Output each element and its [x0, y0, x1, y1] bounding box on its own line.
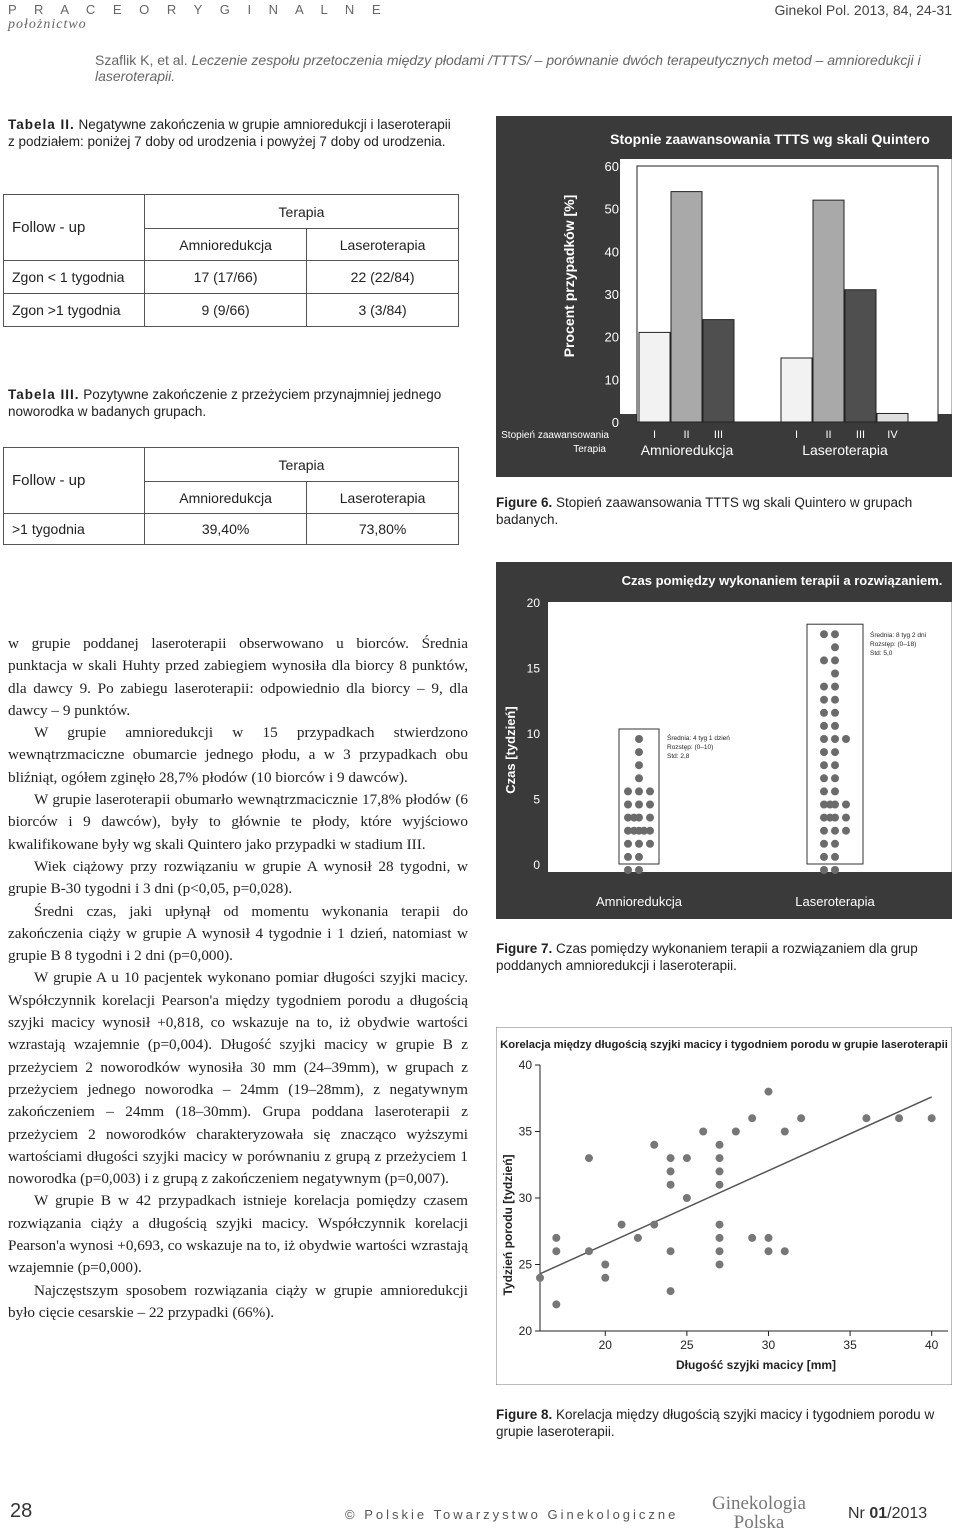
figure6-bar	[845, 290, 876, 422]
logo-line-2: Polska	[733, 1512, 785, 1533]
figure6-group-laseroterapia: Laseroterapia	[802, 442, 888, 458]
figure7-dot	[820, 827, 828, 835]
journal-reference: Ginekol Pol. 2013, 84, 24-31	[774, 2, 952, 18]
figure6-x-tick: III	[855, 429, 866, 441]
table3-col-a: Amnioredukcja	[145, 482, 307, 514]
issue-num: 01	[869, 1505, 888, 1522]
figure8-x-tick: 35	[843, 1338, 857, 1352]
figure6-x-tick: III	[713, 429, 724, 441]
table2-cell: 22 (22/84)	[307, 261, 459, 294]
figure6-bar-chart	[496, 116, 952, 477]
figure8-y-tick: 30	[518, 1191, 532, 1205]
figure7-dot	[842, 827, 850, 835]
figure7-dot	[820, 866, 828, 874]
body-paragraph: W grupie A u 10 pacjentek wykonano pomiar długości szyjki macicy. Współczynnik korelacji Pearson'a między tygodniem porodu a długością szyjki macicy wynosił +0,818, co wskazuje na to, iż obydwie wartości wzrastają wzajemnie (p=0,004). Długość szyjki macicy w grupie B z przeżyciem 2 noworodków wynosiła 30 mm (24–39mm), w grupach z przeżyciem jednego noworodka – 24mm (19–28mm), z negatywnym zakończeniem – 24mm (18–30mm). Grupa poddana laseroterapii z przeżyciem 2 noworodków charakteryzowała się znacząco wyższymi wartościami długości szyjki macicy w porównaniu z grupą z przeżyciem 1 noworodka (p=0,003) i z grupą z zakończeniem negatywnym (p=0,007).	[8, 969, 468, 1188]
figure7-dot	[831, 787, 839, 795]
table3-followup-header: Follow - up	[4, 448, 145, 514]
figure8-point	[667, 1154, 675, 1162]
figure8-point	[667, 1181, 675, 1189]
figure8-point	[748, 1234, 756, 1242]
table2	[3, 194, 459, 327]
figure7-category-laseroterapia: Laseroterapia	[795, 894, 875, 909]
figure6-y-tick: 0	[611, 415, 619, 430]
figure8-y-tick: 35	[518, 1124, 532, 1139]
figure8-x-tick: 30	[761, 1338, 776, 1352]
figure8-point	[732, 1128, 740, 1136]
figure8-point	[650, 1221, 658, 1229]
figure6-x-tick: I	[652, 429, 657, 441]
publisher-copyright: © Polskie Towarzystwo Ginekologiczne	[345, 1507, 679, 1522]
figure7-y-tick: 15	[526, 661, 540, 676]
figure7-dot	[630, 827, 638, 835]
figure7-dot	[831, 853, 839, 861]
figure8-point	[716, 1247, 724, 1255]
figure7-dot-plot	[496, 562, 952, 919]
figure8-point	[716, 1221, 724, 1229]
figure7-bottom-band	[496, 872, 952, 919]
table3-col-b: Laseroterapia	[307, 482, 459, 514]
table3-row-label: >1 tygodnia	[4, 514, 145, 545]
table2-col-b: Laseroterapia	[307, 229, 459, 261]
figure7-stat-range: Rozstęp: (0–18)	[870, 641, 917, 648]
figure7-dot	[624, 801, 632, 809]
figure8-point	[634, 1234, 642, 1242]
figure8-scatter-chart	[496, 1027, 952, 1385]
figure6-caption-text: Stopień zaawansowania TTTS wg skali Quintero w grupach badanych.	[496, 495, 913, 527]
figure7-dot	[624, 840, 632, 848]
citation-authors: Szaflik K, et al.	[95, 52, 188, 68]
figure6-x-tick: IV	[887, 429, 898, 441]
body-paragraph: Najczęstszym sposobem rozwiązania ciąży w grupie amnioredukcji było cięcie cesarskie – 22 przypadki (66%).	[8, 1281, 468, 1321]
figure7-dot	[831, 696, 839, 704]
figure8-label: Figure 8.	[496, 1407, 553, 1422]
figure8-y-tick: 20	[518, 1324, 532, 1338]
table2-row-label: Zgon < 1 tygodnia	[4, 261, 145, 294]
figure7-dot	[831, 840, 839, 848]
figure8-point	[764, 1234, 772, 1242]
figure7-title: Czas pomiędzy wykonaniem terapii a rozwiązaniem.	[621, 573, 943, 588]
figure8-point	[797, 1114, 805, 1122]
table3-cell: 73,80%	[307, 514, 459, 545]
figure6-caption	[496, 494, 952, 528]
figure6-x-tick: II	[683, 429, 690, 441]
figure8-point	[585, 1154, 593, 1162]
figure6-y-tick: 20	[604, 329, 619, 345]
figure8-point	[683, 1154, 691, 1162]
figure8-caption	[496, 1406, 952, 1440]
figure8-point	[667, 1287, 675, 1295]
table3	[3, 447, 459, 545]
body-paragraph: Wiek ciążowy przy rozwiązaniu w grupie A wynosił 28 tygodni, w grupie B-30 tygodni i 3 dni (p<0,05, p=0,028).	[8, 857, 468, 898]
citation-title: Leczenie zespołu przetoczenia między płodami /TTTS/ – porównanie dwóch terapeutycznych metod – amnioredukcji i laseroterapii.	[95, 52, 921, 84]
body-paragraph: w grupie poddanej laseroterapii obserwowano u biorców. Średnia punktacja w skali Huhty przed zabiegiem wynosiła dla biorcy 8 punktów, dla dawcy 9. Po zabiegu laseroterapii: odpowiednio dla biorcy – 9, dla dawcy – 9 punktów.	[8, 635, 468, 719]
issue-prefix: Nr	[848, 1505, 870, 1522]
figure8-point	[748, 1114, 756, 1122]
table2-cell: 3 (3/84)	[307, 294, 459, 327]
figure7-caption-text: Czas pomiędzy wykonaniem terapii a rozwiązaniem dla grup poddanych amnioredukcji i laseroterapii.	[496, 941, 918, 973]
figure8-point	[716, 1234, 724, 1242]
figure7-y-tick: 20	[526, 596, 540, 610]
figure7-stat-std: Std: 2,8	[667, 753, 690, 760]
figure8-point	[781, 1128, 789, 1136]
figure8-point	[716, 1261, 724, 1269]
figure8-point	[716, 1154, 724, 1162]
figure8-point	[667, 1167, 675, 1175]
figure7-dot	[820, 787, 828, 795]
figure7-label: Figure 7.	[496, 941, 553, 956]
figure7-caption	[496, 940, 952, 974]
body-paragraph: W grupie amnioredukcji w 15 przypadkach stwierdzono wewnątrzmaciczne obumarcie jednego płodu, a w 3 przypadkach obu bliźniąt, ogółem zginęło 28,7% płodów (10 biorców i 9 dawców).	[8, 724, 468, 786]
figure7-dot	[820, 709, 828, 717]
figure7-dot	[826, 814, 834, 822]
figure7-dot	[831, 866, 839, 874]
figure6-bar	[877, 413, 908, 422]
figure8-ylabel: Tydzień porodu [tydzień]	[501, 1154, 515, 1296]
table2-cell: 17 (17/66)	[145, 261, 307, 294]
figure8-point	[716, 1141, 724, 1149]
figure8-point	[764, 1088, 772, 1096]
figure6-ylabel: Procent przypadków [%]	[561, 194, 577, 358]
figure6-bar	[639, 332, 670, 422]
issue-number	[848, 1505, 927, 1523]
body-paragraph: W grupie B w 42 przypadkach istnieje korelacja pomiędzy czasem rozwiązania ciąży a długością szyjki macicy. Współczynnik korelacji Pearson'a wynosi +0,693, co wskazuje na to, iż obydwie wartości wzrastają wzajemnie (p=0,000).	[8, 1192, 468, 1277]
figure7-dot	[635, 735, 643, 743]
figure6-bar	[703, 320, 734, 422]
figure7-dot	[820, 696, 828, 704]
figure8-point	[601, 1274, 609, 1282]
figure7-dot	[624, 866, 632, 874]
body-paragraph: W grupie laseroterapii obumarło wewnątrzmacicznie 17,8% płodów (6 biorców i 9 dawców), były to głównie te płody, które wyjściowo kwalifikowane były wg skali Quintero jako przypadki w stadium III.	[8, 791, 468, 853]
figure8-point	[650, 1141, 658, 1149]
figure7-stat-range: Rozstęp: (0–10)	[667, 744, 714, 751]
figure7-dot	[842, 814, 850, 822]
figure8-point	[618, 1221, 626, 1229]
figure6-y-tick: 50	[604, 201, 619, 217]
figure7-dot	[820, 683, 828, 691]
figure8-point	[716, 1181, 724, 1189]
figure7-dot	[831, 827, 839, 835]
table3-caption	[8, 386, 453, 420]
figure7-dot	[831, 643, 839, 651]
figure7-dot	[635, 853, 643, 861]
figure6-x-tick: II	[825, 429, 832, 441]
table3-cell: 39,40%	[145, 514, 307, 545]
body-paragraph: Średni czas, jaki upłynął od momentu wykonania terapii do zakończenia ciąży w grupie A wynosił 4 tygodnie i 1 dzień, natomiast w grupie B 8 tygodni i 2 dni (p=0,000).	[8, 902, 468, 965]
figure7-dot	[635, 840, 643, 848]
figure7-dot	[831, 670, 839, 678]
table3-caption-text: Pozytywne zakończenie z przeżyciem przynajmniej jednego noworodka w badanych grupach.	[8, 387, 442, 419]
figure7-dot	[640, 827, 648, 835]
figure8-point	[716, 1167, 724, 1175]
figure6-bar	[671, 192, 702, 422]
figure7-stat-mean: Średnia: 8 tyg 2 dni	[870, 632, 927, 639]
figure8-point	[862, 1114, 870, 1122]
figure6-y-tick: 10	[604, 372, 619, 388]
figure8-point	[552, 1234, 560, 1242]
table2-row-label: Zgon >1 tygodnia	[4, 294, 145, 327]
figure8-x-tick: 25	[680, 1338, 694, 1352]
figure6-y-tick: 40	[604, 244, 619, 260]
table2-cell: 9 (9/66)	[145, 294, 307, 327]
figure7-dot	[831, 709, 839, 717]
table2-therapy-header: Terapia	[145, 195, 459, 229]
figure8-xlabel: Długość szyjki macicy [mm]	[675, 1358, 837, 1372]
figure7-dot	[635, 774, 643, 782]
issue-year: /2013	[887, 1505, 928, 1522]
figure7-dot	[646, 840, 654, 848]
figure8-x-tick: 40	[925, 1338, 939, 1352]
subsection-label: położnictwo	[8, 17, 87, 32]
figure8-caption-text: Korelacja między długością szyjki macicy i tygodniem porodu w grupie laseroterapii.	[496, 1407, 935, 1439]
figure8-point	[552, 1300, 560, 1308]
figure7-dot	[831, 722, 839, 730]
table2-caption-text: Negatywne zakończenia w grupie amnioredukcji i laseroterapii z podziałem: poniżej 7 doby od urodzenia i powyżej 7 doby od urodzenia.	[8, 117, 451, 149]
figure7-dot	[826, 801, 834, 809]
figure8-point	[699, 1128, 707, 1136]
figure7-y-tick: 10	[526, 727, 540, 741]
figure6-therapy-rowlabel: Terapia	[573, 444, 606, 455]
table3-label: Tabela III.	[8, 387, 80, 402]
figure7-dot	[831, 656, 839, 664]
figure7-dot	[831, 761, 839, 769]
figure7-dot	[820, 748, 828, 756]
figure7-dot	[635, 801, 643, 809]
figure6-bar	[781, 358, 812, 422]
figure8-point	[928, 1114, 936, 1122]
figure7-dot	[624, 787, 632, 795]
figure7-y-tick: 0	[533, 858, 540, 872]
figure8-y-tick: 25	[518, 1257, 532, 1272]
table2-col-a: Amnioredukcja	[145, 229, 307, 261]
figure7-dot	[820, 761, 828, 769]
figure6-y-tick: 30	[604, 287, 619, 302]
logo-line-1: Ginekologia	[712, 1493, 806, 1514]
figure7-stat-std: Std: 5,0	[870, 650, 893, 657]
figure7-dot	[635, 761, 643, 769]
figure8-point	[764, 1247, 772, 1255]
figure7-dot	[635, 787, 643, 795]
figure6-y-tick: 60	[604, 159, 619, 174]
section-label: P R A C E O R Y G I N A L N E	[8, 2, 388, 17]
figure6-stage-rowlabel: Stopień zaawansowania	[501, 430, 609, 441]
figure7-dot	[635, 748, 643, 756]
figure7-stat-mean: Średnia: 4 tyg 1 dzień	[667, 735, 730, 742]
table-row	[4, 514, 459, 545]
figure8-title: Korelacja między długością szyjki macicy i tygodniem porodu w grupie laseroterapii	[500, 1039, 948, 1051]
figure7-dot	[820, 774, 828, 782]
figure8-point	[601, 1261, 609, 1269]
figure6-label: Figure 6.	[496, 495, 553, 510]
figure7-dot	[635, 866, 643, 874]
figure7-dot	[842, 735, 850, 743]
figure7-dot	[831, 774, 839, 782]
figure7-ylabel: Czas [tydzień]	[503, 706, 518, 794]
figure8-point	[536, 1274, 544, 1282]
figure7-dot	[820, 853, 828, 861]
table-row	[4, 261, 459, 294]
table2-label: Tabela II.	[8, 117, 75, 132]
figure7-dot	[820, 630, 828, 638]
table2-caption	[8, 116, 453, 150]
figure8-x-tick: 20	[598, 1338, 612, 1352]
figure7-dot	[831, 735, 839, 743]
figure8-point	[585, 1247, 593, 1255]
figure6-group-amnioredukcja: Amnioredukcja	[640, 442, 734, 458]
figure8-point	[683, 1194, 691, 1202]
figure7-dot	[842, 801, 850, 809]
figure7-dot	[831, 748, 839, 756]
figure7-dot	[646, 801, 654, 809]
figure6-x-tick: I	[794, 429, 799, 441]
figure8-y-tick: 40	[518, 1058, 532, 1072]
figure7-category-amnioredukcja: Amnioredukcja	[596, 894, 682, 909]
figure7-dot	[831, 630, 839, 638]
article-body-text	[8, 633, 468, 1324]
section-header	[8, 2, 388, 33]
figure7-dot	[820, 735, 828, 743]
table2-followup-header: Follow - up	[4, 195, 145, 261]
journal-logo	[712, 1494, 806, 1532]
figure8-point	[667, 1247, 675, 1255]
figure8-point	[781, 1247, 789, 1255]
figure7-dot	[831, 683, 839, 691]
figure8-point	[895, 1114, 903, 1122]
figure7-dot	[820, 656, 828, 664]
page-number: 28	[10, 1500, 33, 1522]
figure8-point	[552, 1247, 560, 1255]
figure7-dot	[820, 840, 828, 848]
figure7-dot	[646, 814, 654, 822]
figure6-title: Stopnie zaawansowania TTTS wg skali Quintero	[610, 131, 930, 147]
figure7-y-tick: 5	[533, 792, 540, 807]
running-citation	[95, 52, 960, 84]
figure7-dot	[630, 814, 638, 822]
figure7-dot	[646, 787, 654, 795]
figure7-dot	[820, 722, 828, 730]
figure6-bar	[813, 200, 844, 422]
table3-therapy-header: Terapia	[145, 448, 459, 482]
figure7-dot	[624, 853, 632, 861]
table-row	[4, 294, 459, 327]
